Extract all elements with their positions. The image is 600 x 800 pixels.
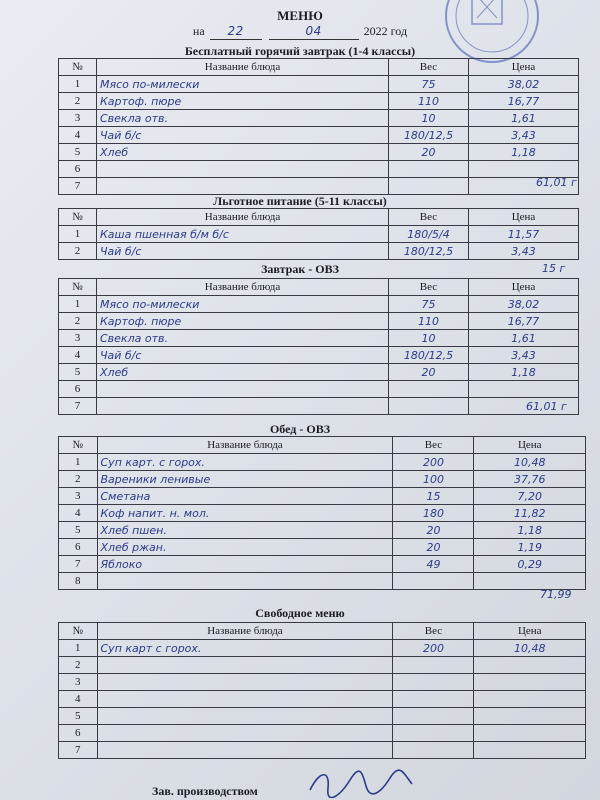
col-header-price: Цена (474, 623, 586, 640)
dish-weight: 20 (389, 364, 469, 381)
section-title-free-breakfast: Бесплатный горячий завтрак (1-4 классы) (184, 44, 416, 58)
table-row (59, 76, 579, 93)
dish-name (97, 381, 389, 398)
dish-name (97, 161, 389, 178)
row-number: 5 (59, 522, 98, 539)
dish-weight: 20 (389, 144, 469, 161)
row-number: 8 (59, 573, 98, 590)
table-lunch-ovz (58, 436, 586, 590)
section-total: 61,01 г (526, 400, 567, 413)
row-number: 1 (59, 76, 97, 93)
dish-weight: 10 (389, 110, 469, 127)
table-row (59, 471, 586, 488)
table-row (59, 110, 579, 127)
table-row (59, 330, 579, 347)
row-number: 6 (59, 161, 97, 178)
col-header-price: Цена (474, 437, 586, 454)
row-number: 4 (59, 347, 97, 364)
table-row (59, 742, 586, 759)
section-title-breakfast-ovz: Завтрак - ОВЗ (261, 262, 339, 276)
dish-price (469, 161, 579, 178)
row-number: 2 (59, 657, 98, 674)
table-row (59, 657, 586, 674)
dish-name: Суп карт с горох. (97, 640, 393, 657)
dish-weight: 180/12,5 (389, 347, 469, 364)
col-header-name: Название блюда (97, 279, 389, 296)
section-total: 71,99 (540, 588, 572, 601)
section-title-discount: Льготное питание (5-11 классы) (213, 194, 387, 208)
table-row (59, 488, 586, 505)
table-row (59, 398, 579, 415)
row-number: 1 (59, 640, 98, 657)
row-number: 3 (59, 488, 98, 505)
dish-price: 11,82 (474, 505, 586, 522)
col-header-name: Название блюда (97, 437, 393, 454)
row-number: 7 (59, 742, 98, 759)
table-row (59, 640, 586, 657)
dish-price: 16,77 (469, 313, 579, 330)
row-number: 6 (59, 539, 98, 556)
dish-price (474, 691, 586, 708)
table-row (59, 296, 579, 313)
table-row (59, 93, 579, 110)
col-header-weight: Вес (389, 279, 469, 296)
table-row (59, 313, 579, 330)
row-number: 5 (59, 144, 97, 161)
table-row (59, 226, 579, 243)
col-header-name: Название блюда (97, 209, 389, 226)
table-row (59, 691, 586, 708)
dish-weight: 20 (393, 539, 474, 556)
col-header-num: № (59, 279, 97, 296)
row-number: 3 (59, 330, 97, 347)
date-day: 22 (227, 24, 244, 38)
dish-name (97, 398, 389, 415)
col-header-weight: Вес (393, 623, 474, 640)
dish-weight (389, 178, 469, 195)
dish-price: 3,43 (469, 127, 579, 144)
dish-name: Яблоко (97, 556, 393, 573)
dish-weight (393, 725, 474, 742)
dish-weight (389, 381, 469, 398)
col-header-price: Цена (469, 279, 579, 296)
dish-price (474, 657, 586, 674)
section-title-lunch-ovz: Обед - ОВЗ (269, 422, 331, 436)
dish-weight (393, 742, 474, 759)
row-number: 2 (59, 471, 98, 488)
dish-price: 11,57 (469, 226, 579, 243)
row-number: 4 (59, 691, 98, 708)
dish-price: 37,76 (474, 471, 586, 488)
dish-name (97, 178, 389, 195)
row-number: 6 (59, 381, 97, 398)
row-number: 5 (59, 708, 98, 725)
dish-price (474, 725, 586, 742)
dish-price: 38,02 (469, 76, 579, 93)
section-total: 61,01 г (536, 176, 577, 189)
dish-price (469, 381, 579, 398)
row-number: 3 (59, 110, 97, 127)
dish-price: 1,18 (469, 364, 579, 381)
dish-weight: 200 (393, 640, 474, 657)
col-header-weight: Вес (389, 59, 469, 76)
row-number: 1 (59, 226, 97, 243)
dish-weight: 20 (393, 522, 474, 539)
col-header-name: Название блюда (97, 623, 393, 640)
dish-name: Хлеб пшен. (97, 522, 393, 539)
table-row (59, 161, 579, 178)
table-row (59, 144, 579, 161)
dish-weight (389, 398, 469, 415)
dish-name: Хлеб (97, 144, 389, 161)
col-header-weight: Вес (389, 209, 469, 226)
row-number: 3 (59, 674, 98, 691)
row-number: 7 (59, 398, 97, 415)
dish-name: Картоф. пюре (97, 93, 389, 110)
dish-name (97, 725, 393, 742)
dish-name: Хлеб ржан. (97, 539, 393, 556)
dish-price (474, 573, 586, 590)
table-free-menu (58, 622, 586, 759)
dish-name: Мясо по-милески (97, 296, 389, 313)
row-number: 1 (59, 296, 97, 313)
col-header-price: Цена (469, 209, 579, 226)
table-row (59, 243, 579, 260)
table-discount (58, 208, 579, 260)
table-row (59, 725, 586, 742)
dish-name (97, 708, 393, 725)
dish-weight: 180/5/4 (389, 226, 469, 243)
section-total: 15 г (542, 262, 566, 275)
dish-weight: 110 (389, 93, 469, 110)
dish-price: 3,43 (469, 243, 579, 260)
col-header-weight: Вес (393, 437, 474, 454)
table-row (59, 556, 586, 573)
dish-name: Мясо по-милески (97, 76, 389, 93)
row-number: 1 (59, 454, 98, 471)
dish-name (97, 742, 393, 759)
dish-name (97, 657, 393, 674)
dish-price: 0,29 (474, 556, 586, 573)
dish-name: Коф напит. н. мол. (97, 505, 393, 522)
dish-price: 1,61 (469, 110, 579, 127)
row-number: 2 (59, 243, 97, 260)
col-header-num: № (59, 623, 98, 640)
table-breakfast-ovz (58, 278, 579, 415)
table-row (59, 347, 579, 364)
dish-name: Каша пшенная б/м б/с (97, 226, 389, 243)
dish-name: Свекла отв. (97, 330, 389, 347)
dish-weight (393, 674, 474, 691)
dish-weight (393, 573, 474, 590)
table-row (59, 522, 586, 539)
dish-name: Чай б/с (97, 243, 389, 260)
dish-name: Чай б/с (97, 127, 389, 144)
dish-weight: 10 (389, 330, 469, 347)
dish-name (97, 691, 393, 708)
dish-price: 1,18 (469, 144, 579, 161)
dish-price: 10,48 (474, 454, 586, 471)
table-row (59, 573, 586, 590)
dish-name (97, 674, 393, 691)
dish-name: Хлеб (97, 364, 389, 381)
row-number: 4 (59, 505, 98, 522)
row-number: 2 (59, 313, 97, 330)
dish-price (474, 674, 586, 691)
table-row (59, 708, 586, 725)
col-header-name: Название блюда (97, 59, 389, 76)
row-number: 7 (59, 556, 98, 573)
table-row (59, 381, 579, 398)
dish-name: Свекла отв. (97, 110, 389, 127)
col-header-price: Цена (469, 59, 579, 76)
dish-weight: 200 (393, 454, 474, 471)
dish-weight (389, 161, 469, 178)
dish-price (474, 742, 586, 759)
table-row (59, 674, 586, 691)
table-row (59, 539, 586, 556)
dish-price: 38,02 (469, 296, 579, 313)
dish-weight (393, 708, 474, 725)
dish-name: Суп карт. с горох. (97, 454, 393, 471)
dish-price: 1,18 (474, 522, 586, 539)
col-header-num: № (59, 437, 98, 454)
signature-icon (300, 768, 420, 798)
dish-name: Вареники ленивые (97, 471, 393, 488)
date-month: 04 (305, 24, 322, 38)
row-number: 5 (59, 364, 97, 381)
dish-price: 7,20 (474, 488, 586, 505)
dish-price (474, 708, 586, 725)
table-row (59, 505, 586, 522)
dish-price: 1,19 (474, 539, 586, 556)
dish-weight: 75 (389, 76, 469, 93)
row-number: 6 (59, 725, 98, 742)
dish-name (97, 573, 393, 590)
table-row (59, 364, 579, 381)
dish-price: 1,61 (469, 330, 579, 347)
table-row (59, 127, 579, 144)
dish-weight: 100 (393, 471, 474, 488)
dish-weight: 180 (393, 505, 474, 522)
dish-name: Чай б/с (97, 347, 389, 364)
table-row (59, 454, 586, 471)
row-number: 2 (59, 93, 97, 110)
dish-weight (393, 691, 474, 708)
dish-weight: 110 (389, 313, 469, 330)
page-title: МЕНЮ (277, 8, 323, 23)
dish-weight: 75 (389, 296, 469, 313)
col-header-num: № (59, 209, 97, 226)
date-line: на 22 04 2022 год (192, 24, 408, 38)
col-header-num: № (59, 59, 97, 76)
table-row (59, 178, 579, 195)
dish-weight: 180/12,5 (389, 127, 469, 144)
dish-weight: 49 (393, 556, 474, 573)
dish-weight (393, 657, 474, 674)
section-title-free-menu: Свободное меню (255, 606, 345, 620)
footer-label: Зав. производством (152, 784, 258, 798)
dish-weight: 180/12,5 (389, 243, 469, 260)
dish-price: 10,48 (474, 640, 586, 657)
dish-price: 16,77 (469, 93, 579, 110)
row-number: 4 (59, 127, 97, 144)
dish-name: Сметана (97, 488, 393, 505)
dish-weight: 15 (393, 488, 474, 505)
table-free-breakfast (58, 58, 579, 195)
row-number: 7 (59, 178, 97, 195)
dish-price: 3,43 (469, 347, 579, 364)
dish-name: Картоф. пюре (97, 313, 389, 330)
